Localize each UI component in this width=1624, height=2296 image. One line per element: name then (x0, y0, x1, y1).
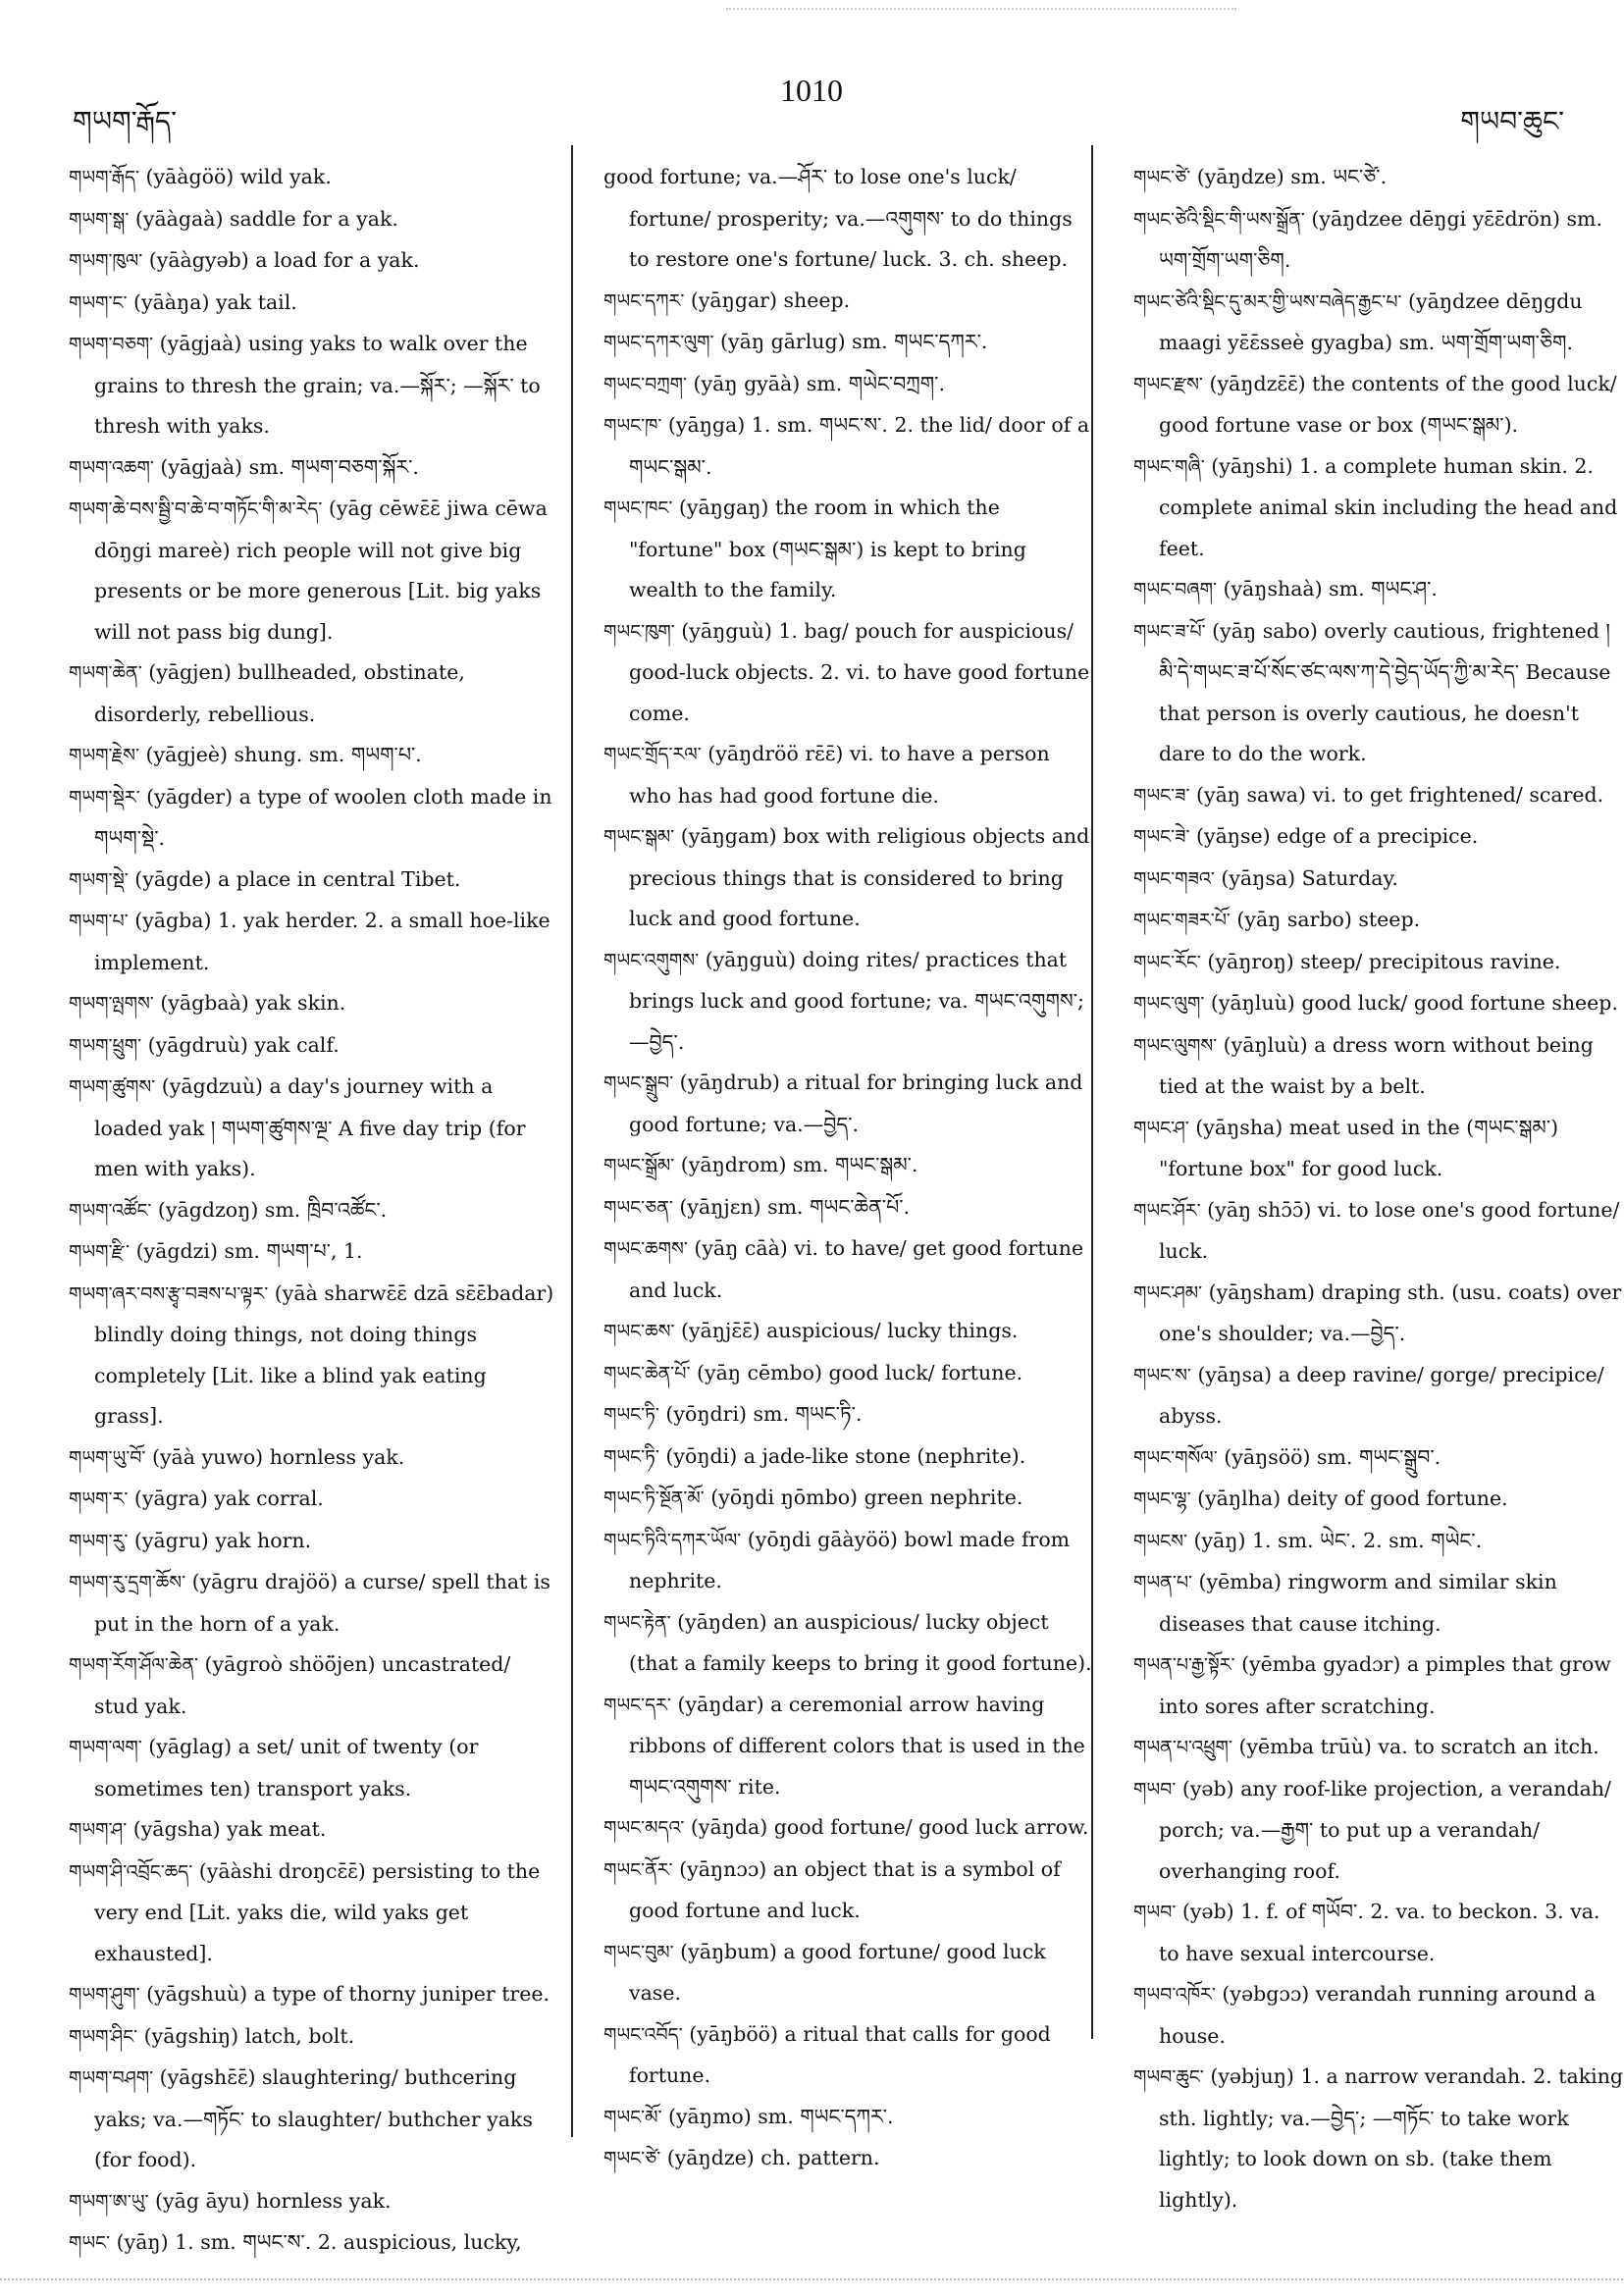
dictionary-entry (603, 1353, 1094, 1395)
definition: (yāŋ gārlug) sm. གཡང་དཀར་. (713, 330, 988, 353)
dictionary-entry (69, 1562, 554, 1644)
dictionary-entry (1133, 983, 1624, 1025)
definition: (yōŋdi gāàyöö) bowl made from nephrite. (629, 1527, 1071, 1592)
definition: (yāŋdar) a ceremonial arrow having ribbons of different colors that is used in the གཡང་འགུགས་ rite. (629, 1692, 1085, 1799)
dictionary-entry (603, 1311, 1094, 1353)
bottom-scan-edge (0, 2278, 1623, 2280)
headword: གཡག་རུ་དྲག་ཆོས་ (69, 1572, 186, 1593)
dictionary-entry (1133, 282, 1624, 364)
headword: གཡང་ཤམ་ (1133, 1281, 1203, 1304)
dictionary-entry (69, 1644, 554, 1727)
page-number: 1010 (780, 73, 843, 108)
dictionary-entry (1133, 569, 1624, 611)
dictionary-entry (69, 1479, 554, 1521)
headword: གཡན་པ་འཕྲུག་ (1133, 1737, 1232, 1758)
dictionary-entry (1133, 1355, 1624, 1437)
headword: གཡང་བཀྲག་ (603, 373, 688, 395)
headword: གཡང་ཆགས་ (603, 1238, 688, 1260)
definition: (yāŋgam) box with religious objects and precious things that is considered to bring luck and good fortune. (629, 824, 1090, 930)
definition: (yāgdzi) sm. གཡག་པ་, 1. (130, 1239, 363, 1263)
definition: (yəb) any roof-like projection, a verandah/ porch; va.—རྒྱག་ to put up a verandah/ overhanging roof. (1159, 1776, 1611, 1883)
headword: གཡང་ (69, 2232, 111, 2254)
definition: (yāgra) yak corral. (128, 1487, 324, 1510)
dictionary-entry (69, 157, 554, 199)
definition: (yāŋ sawa) vi. to get frightened/ scared. (1189, 782, 1604, 807)
headword: གཡང་དར་ (603, 1694, 671, 1716)
definition: (yāŋ) 1. sm. གཡང་ས་. 2. auspicious, lucky, (110, 2230, 522, 2254)
definition: (yāŋjɛ̄ɛ̄) auspicious/ lucky things. (674, 1319, 1019, 1342)
page-header (0, 59, 1623, 137)
dictionary-entry (69, 2058, 554, 2181)
headword: གཡང་ལུགས་ (1133, 1034, 1218, 1057)
dictionary-entry (603, 2097, 1094, 2139)
dictionary-entry (1133, 1974, 1624, 2057)
definition: (yōŋdi) a jade-like stone (nephrite). (658, 1443, 1026, 1468)
definition: (yāŋdrom) sm. གཡང་སྒམ་. (674, 1153, 918, 1176)
definition: (yāgroò shöö̈jen) uncastrated/ stud yak. (94, 1652, 511, 1718)
headword: གཡག་རུ་ (69, 1530, 129, 1552)
definition: (yāŋsa) Saturday. (1214, 865, 1398, 890)
dictionary-entry (1133, 1562, 1624, 1644)
dictionary-entry (69, 1809, 554, 1852)
dictionary-entry (603, 2138, 1094, 2180)
dictionary-entry (1133, 1190, 1624, 1273)
definition: (yāŋ sabo) overly cautious, frightened ། མི་དེ་གཡང་ཟ་པོ་སོང་ཙང་ལས་ཀ་དེ་བྱེད་ཡོད་ཀྱི་མ་རེད་ Because that person is overly cautious, he doesn't dare to do the work. (1159, 618, 1611, 765)
headword: གཡང་ཆེན་པོ་ (603, 1362, 691, 1384)
column-2 (603, 157, 1094, 2178)
headword: གཡང་ཟ་པོ་ (1133, 620, 1206, 643)
headword: གཡང་བཞག་ (1133, 579, 1217, 600)
dictionary-entry (1133, 859, 1624, 901)
dictionary-entry (69, 2181, 554, 2223)
headword: གཡབ་ (1133, 1902, 1177, 1923)
headword: གཡབ་ཆུང་ (1133, 2066, 1204, 2088)
top-scan-edge (726, 8, 1236, 10)
definition: (yāgjaà) sm. གཡག་བཅག་སྐོར་. (153, 454, 419, 479)
headword: གཡང་ཙེའི་སྡིང་གི་ཡས་སྒྲོན་ (1133, 208, 1305, 231)
definition: (yāà sharwɛ̄ɛ̄ dzā sɛ̄ɛ̄badar) blindly doing things, not doing things completely [Lit. like a blind yak eating grass]. (94, 1280, 554, 1428)
definition: (yāgdruù) yak calf. (141, 1032, 340, 1057)
headword: གཡག་རྗེས་ (69, 745, 139, 766)
dictionary-entry (603, 816, 1094, 940)
definition: (yāŋlha) deity of good fortune. (1190, 1487, 1508, 1510)
definition: (yāŋböö) a ritual that calls for good fortune. (629, 2021, 1051, 2087)
dictionary-entry (603, 1520, 1094, 1602)
dictionary-entry (603, 1228, 1094, 1311)
dictionary-entry (603, 940, 1094, 1064)
dictionary-entry (69, 2016, 554, 2059)
headword: གཡང་སྒམ་ (603, 826, 675, 848)
headword: གཡང་གསོལ་ (1133, 1446, 1218, 1469)
definition: (yāŋluù) good luck/ good fortune sheep. (1204, 991, 1618, 1015)
definition: (yāgbaà) yak skin. (153, 991, 346, 1015)
headword: གཡང་ལུག་ (1133, 993, 1205, 1015)
headword: གཡང་བུམ་ (603, 1941, 674, 1963)
definition: (yāgshɛ̄ɛ̄) slaughtering/ buthcering yaks; va.—གཏོང་ to slaughter/ buthcher yaks (for food). (94, 2065, 533, 2171)
dictionary-entry (69, 324, 554, 447)
definition: (yēmba gyadɔr) a pimples that grow into sores after scratching. (1159, 1652, 1611, 1718)
dictionary-entry (1133, 611, 1624, 775)
definition: (yāŋdze) ch. pattern. (660, 2146, 880, 2169)
dictionary-entry (1133, 1892, 1624, 1974)
dictionary-entry (603, 2014, 1094, 2097)
headword: གཡང་སྒྲུབ་ (603, 1072, 674, 1094)
headword: གཡག་ར་ (69, 1488, 129, 1510)
dictionary-entry (603, 1932, 1094, 2014)
dictionary-entry (1133, 157, 1624, 199)
headword: གཡག་ལག་ (69, 1737, 142, 1758)
headword: གཡག་ཤིང་ (69, 2025, 138, 2048)
dictionary-entry (1133, 775, 1624, 817)
dictionary-entry (603, 488, 1094, 611)
dictionary-entry (69, 1521, 554, 1563)
headword: གཡག་ཤི་འབྲོང་ཆད་ (69, 1860, 193, 1883)
column-3 (1133, 157, 1624, 2212)
headword: གཡག་སྡེ་ (69, 868, 129, 891)
definition: (yāŋsa) a deep ravine/ gorge/ precipice/ abyss. (1159, 1362, 1604, 1428)
definition: (yāŋdze) sm. ཡང་ཙེ་. (1190, 165, 1388, 188)
headword: གཡག་ལྤགས་ (69, 993, 154, 1015)
dictionary-entry (1133, 1273, 1624, 1355)
dictionary-entry (69, 1025, 554, 1068)
definition: (yēmba) ringworm and similar skin diseases that cause itching. (1159, 1570, 1557, 1636)
dictionary-entry (1133, 1025, 1624, 1108)
dictionary-entry (69, 240, 554, 283)
headword: གཡང་ཤ་ (1133, 1117, 1189, 1139)
headword: གཡང་གཟའ་ (1133, 867, 1215, 890)
dictionary-entry (69, 283, 554, 325)
dictionary-entry (603, 1602, 1094, 1685)
dictionary-entry (1133, 900, 1624, 942)
definition: (yāàgyəb) a load for a yak. (142, 248, 420, 272)
dictionary-entry (69, 447, 554, 490)
headword: གཡག་སྒ་ (69, 208, 130, 231)
definition: (yāgba) 1. yak herder. 2. a small hoe-like implement. (94, 909, 550, 974)
headword: གཡག་ཚུགས་ (69, 1076, 156, 1098)
definition: (yāŋ cāà) vi. to have/ get good fortune and luck. (629, 1236, 1084, 1302)
definition: (yāŋdrub) a ritual for bringing luck and good fortune; va.—བྱེད་. (629, 1070, 1083, 1136)
dictionary-entry (603, 364, 1094, 406)
definition: (yāŋ gyāà) sm. གཡེང་བཀྲག་. (687, 371, 945, 395)
dictionary-entry (603, 157, 1094, 281)
dictionary-entry (69, 1067, 554, 1190)
headword: གཡང་རྫས་ (1133, 373, 1203, 395)
headword: གཡང་གཟར་པོ་ (1133, 910, 1231, 931)
headword: གཡག་ཕྲུག་ (69, 1034, 142, 1057)
headword: གཡང་ལྷ་ (1133, 1488, 1191, 1510)
dictionary-entry (603, 1807, 1094, 1850)
dictionary-entry (69, 1190, 554, 1232)
dictionary-entry (1133, 942, 1624, 984)
headword: གཡབ་འཁོར་ (1133, 1984, 1216, 2006)
running-head-right: གཡབ་ཆུང་ (1460, 105, 1564, 137)
headword: གཡག་ཁུལ་ (69, 250, 143, 272)
definition: (yāgshiŋ) latch, bolt. (137, 2023, 355, 2048)
headword: གཡང་ཏི་ (603, 1445, 659, 1468)
dictionary-entry (69, 489, 554, 652)
dictionary-entry (69, 777, 554, 860)
definition: (yāgdzoŋ) sm. ཁྲིབ་འཚོང་. (151, 1197, 388, 1222)
dictionary-entry (69, 735, 554, 777)
headword: གཡང་རོང་ (1133, 951, 1201, 973)
definition: (yāŋnɔɔ) an object that is a symbol of good fortune and luck. (629, 1856, 1061, 1922)
headword: གཡག་བཅག་ (69, 334, 154, 355)
headword: གཡག་རོག་ཤོལ་ཆེན་ (69, 1654, 198, 1676)
headword: གཡང་ཅན་ (603, 1196, 673, 1219)
definition: (yāgjen) bullheaded, obstinate, disorderly, rebellious. (94, 660, 465, 726)
definition: (yāŋ cēmbo) good luck/ fortune. (690, 1360, 1023, 1384)
headword: གཡང་ཁུག་ (603, 620, 675, 643)
definition: (yāŋguù) doing rites/ practices that brings luck and good fortune; va. གཡང་འགུགས་; —བྱེད་. (629, 947, 1084, 1054)
headword: གཡང་སྒྲོམ་ (603, 1155, 675, 1176)
dictionary-entry (603, 405, 1094, 488)
definition: good fortune; va.—ཤོར་ to lose one's luck/ fortune/ prosperity; va.—འགུགས་ to do things to restore one's fortune/ luck. 3. ch. sheep. (603, 165, 1073, 271)
definition: (yāŋsha) meat used in the (གཡང་སྒམ་) "fortune box" for good luck. (1159, 1115, 1559, 1180)
definition: (yēmba trūù) va. to scratch an itch. (1231, 1735, 1599, 1758)
definition: (yāŋgar) sheep. (684, 287, 851, 312)
headword: གཡག་ཡུ་བོ་ (69, 1446, 146, 1469)
headword: གཡན་པ་རྒྱ་སྟོར་ (1133, 1654, 1235, 1676)
dictionary-entry (603, 1394, 1094, 1436)
definition: (yāgdzuù) a day's journey with a loaded yak ། གཡག་ཚུགས་ལྔ་ A five day trip (for men with yaks). (94, 1074, 526, 1180)
dictionary-entry (1133, 446, 1624, 570)
dictionary-entry (603, 734, 1094, 816)
definition: (yāg āyu) hornless yak. (148, 2188, 392, 2213)
definition: (yāàshi droŋcɛ̄ɛ̄) persisting to the very end [Lit. yaks die, wild yaks get exhausted]. (94, 1858, 541, 1965)
dictionary-entry (1133, 1644, 1624, 1727)
headword: གཡག་ཤ་ (69, 1819, 128, 1841)
definition: (yāàgaà) saddle for a yak. (129, 206, 398, 231)
definition: (yāŋluù) a dress worn without being tied at the waist by a belt. (1159, 1032, 1594, 1098)
dictionary-entry (69, 983, 554, 1025)
headword: གཡང་ཆས་ (603, 1321, 675, 1342)
headword: གཡང་ཁང་ (603, 497, 673, 519)
definition: (yāŋshaà) sm. གཡང་ཤ་. (1216, 577, 1438, 600)
dictionary-entry (69, 652, 554, 735)
headword: གཡང་གཞི་ (1133, 455, 1205, 478)
dictionary-entry (603, 281, 1094, 323)
definition: (yāg cēwɛ̄ɛ̄ jiwa cēwa dōŋgi mareè) rich people will not give big presents or be more generous [Lit. big yaks will not pass big dung]. (94, 496, 548, 644)
definition: (yāŋda) good fortune/ good luck arrow. (684, 1815, 1089, 1839)
running-head-left: གཡག་རྒོད་ (73, 105, 178, 137)
headword: གཡང་འགུགས་ (603, 949, 700, 971)
headword: གཡག་པ་ (69, 911, 129, 932)
headword: གཡག་ཆེན་ (69, 662, 142, 684)
definition: (yāŋroŋ) steep/ precipitous ravine. (1200, 949, 1561, 973)
dictionary-entry (69, 199, 554, 241)
definition: (yāgru) yak horn. (128, 1528, 312, 1552)
dictionary-entry (603, 611, 1094, 735)
definition: (yāŋjɛn) sm. གཡང་ཆེན་པོ་. (672, 1194, 911, 1219)
definition: (yāŋguù) 1. bag/ pouch for auspicious/ good-luck objects. 2. vi. to have good fortune come. (629, 618, 1090, 725)
headword: གཡང་རྟེན་ (603, 1611, 671, 1634)
definition: (yāàŋa) yak tail. (127, 289, 297, 314)
definition: (yāŋdzɛ̄ɛ̄) the contents of the good luck/ good fortune vase or box (གཡང་སྒམ་). (1159, 371, 1617, 437)
definition: (yāŋden) an auspicious/ lucky object (that a family keeps to bring it good fortune). (629, 1609, 1092, 1675)
headword: གཡག་འཆག་ (69, 456, 154, 479)
headword: གཡང་ས་ (1133, 1364, 1191, 1386)
headword: གཡངས་ (1133, 1530, 1187, 1552)
dictionary-entry (1133, 364, 1624, 446)
dictionary-entry (69, 1437, 554, 1480)
definition: (yāgru drajöö) a curse/ spell that is put in the horn of a yak. (94, 1570, 550, 1636)
definition: (yəb) 1. f. of གཡོབ་. 2. va. to beckon. 3. va. to have sexual intercourse. (1159, 1900, 1600, 1965)
dictionary-entry (603, 1063, 1094, 1145)
definition: (yāŋse) edge of a precipice. (1189, 824, 1479, 848)
definition: (yāà yuwo) hornless yak. (145, 1444, 405, 1469)
headword: གཡག་ཆེ་བས་སྦྱི་བ་ཆེ་བ་གཏོང་གི་མ་རེད་ (69, 498, 323, 520)
definition: (yāŋdzee dēŋgi yɛ̄ɛ̄drön) sm. ཡག་གྲོག་ཡག་ཅིག. (1159, 206, 1602, 272)
headword: གཡང་ཙེ་ (603, 2148, 661, 2169)
dictionary-entry (603, 322, 1094, 364)
definition: (yāŋgaŋ) the room in which the "fortune" box (གཡང་སྒམ་) is kept to bring wealth to the family. (629, 496, 1026, 601)
dictionary-entry (603, 1478, 1094, 1520)
headword: གཡང་ནོར་ (603, 1858, 673, 1881)
headword: གཡང་ཁ་ (603, 415, 662, 437)
dictionary-entry (69, 1852, 554, 1975)
dictionary-entry (1133, 1769, 1624, 1893)
dictionary-entry (69, 2222, 554, 2265)
definition: (yāgjaà) using yaks to walk over the grains to thresh the grain; va.—སྐོར་; —སྐོར་ to thresh with yaks. (94, 332, 541, 438)
headword: གཡང་འབོད་ (603, 2023, 683, 2046)
headword: གཡང་ཏིའི་དཀར་ཡོལ་ (603, 1529, 742, 1551)
headword: གཡང་ཟ་ (1133, 784, 1190, 807)
definition: (yāŋ sarbo) steep. (1230, 908, 1421, 931)
headword: གཡང་དཀར་ལུག་ (603, 332, 714, 353)
dictionary-entry (603, 1145, 1094, 1187)
dictionary-entry (603, 1850, 1094, 1932)
dictionary-entry (1133, 1108, 1624, 1190)
headword: གཡན་པ་ (1133, 1572, 1192, 1593)
definition: (yāgjeè) shung. sm. གཡག་པ་. (138, 743, 422, 766)
dictionary-entry (1133, 1479, 1624, 1521)
headword: གཡག་རྫི་ (69, 1241, 131, 1263)
dictionary-entry (69, 1274, 554, 1437)
definition: (yāgsha) yak meat. (127, 1817, 327, 1841)
definition: (yāŋsöö) sm. གཡང་སྒྲུབ་. (1217, 1444, 1441, 1469)
dictionary-entry (1133, 1727, 1624, 1769)
headword: གཡང་ཏི་སྔོན་མོ་ (603, 1487, 705, 1509)
definition: (yōŋdi ŋōmbo) green nephrite. (704, 1486, 1023, 1509)
headword: གཡང་ཏི་ (603, 1404, 659, 1426)
headword: གཡང་ཟེ་ (1133, 826, 1190, 848)
dictionary-entry (1133, 199, 1624, 282)
definition: (yāŋdröö rɛ̄ɛ̄) vi. to have a person who has had good fortune die. (629, 742, 1050, 808)
headword: གཡག་འཚོང་ (69, 1199, 152, 1222)
headword: གཡག་ཤུག་ (69, 1984, 140, 2006)
headword: གཡབ་ (1133, 1778, 1177, 1800)
dictionary-entry (1133, 2057, 1624, 2220)
definition: (yāŋga) 1. sm. གཡང་ས་. 2. the lid/ door of a གཡང་སྒམ་. (629, 413, 1090, 479)
headword: གཡང་ཤོར་ (1133, 1199, 1201, 1222)
dictionary-entry (603, 1685, 1094, 1808)
dictionary-entry (69, 1231, 554, 1274)
definition: (yāglag) a set/ unit of twenty (or sometimes ten) transport yaks. (94, 1735, 479, 1800)
headword: གཡང་དཀར་ (603, 289, 685, 312)
headword: གཡང་མདའ་ (603, 1817, 685, 1839)
headword: གཡག་ཞར་བས་རྩྭ་བཟས་པ་ལྟར་ (69, 1282, 269, 1305)
definition: (yōŋdri) sm. གཡང་ཏི་. (658, 1402, 863, 1426)
definition: (yāgder) a type of woolen cloth made in གཡག་སྡེ་. (94, 784, 552, 850)
headword: གཡག་བཤག་ (69, 2067, 154, 2089)
dictionary-entry (69, 1974, 554, 2016)
dictionary-body (69, 157, 1624, 2254)
definition: (yāŋ) 1. sm. ཡེང་. 2. sm. གཡེང་. (1186, 1528, 1483, 1552)
definition: (yəbgɔɔ) verandah running around a house. (1159, 1982, 1597, 2048)
definition: (yāàgöö) wild yak. (138, 165, 332, 188)
definition: (yāŋshi) 1. a complete human skin. 2. complete animal skin including the head and feet. (1159, 453, 1618, 560)
dictionary-entry (1133, 1437, 1624, 1480)
definition: (yāŋsham) draping sth. (usu. coats) over one's shoulder; va.—བྱེད་. (1159, 1279, 1622, 1345)
dictionary-entry (1133, 1521, 1624, 1563)
dictionary-entry (603, 1187, 1094, 1229)
definition: (yāgde) a place in central Tibet. (128, 866, 461, 891)
dictionary-entry (69, 1727, 554, 1809)
column-1 (69, 157, 554, 2254)
dictionary-entry (603, 1436, 1094, 1479)
headword: གཡང་ཙེ་ (1133, 167, 1191, 188)
definition: (yāŋmo) sm. གཡང་དཀར་. (661, 2104, 894, 2128)
dictionary-entry (69, 901, 554, 983)
headword: གཡང་མོ་ (603, 2106, 662, 2128)
headword: གཡང་གྲོད་རལ་ (603, 744, 702, 765)
headword: གཡང་ཙེའི་སྡིང་དུ་མར་གྱི་ཡས་བཞེད་རྒྱང་པ་ (1133, 290, 1402, 313)
headword: གཡག་ང་ (69, 291, 128, 314)
headword: གཡག་སྡེར་ (69, 786, 140, 809)
definition: (yāŋbum) a good fortune/ good luck vase. (629, 1939, 1046, 2005)
definition: (yāŋdzee dēŋgdu maagi yɛ̄ɛ̄sseè gyagba) sm. ཡག་གྲོག་ཡག་ཅིག. (1159, 288, 1583, 354)
definition: (yāŋ shɔ̄ɔ̄) vi. to lose one's good fortune/ luck. (1159, 1197, 1620, 1263)
dictionary-entry (1133, 816, 1624, 859)
dictionary-entry (69, 860, 554, 902)
headword: གཡག་ཨ་ཡུ་ (69, 2190, 149, 2213)
definition: (yāgshuù) a type of thorny juniper tree. (139, 1982, 550, 2006)
headword: གཡག་རྒོད་ (69, 167, 139, 188)
definition: (yəbjuŋ) 1. a narrow verandah. 2. taking sth. lightly; va.—བྱེད་; —གཏོང་ to take work lightly; to look down on sb. (take them lightly). (1159, 2064, 1624, 2212)
